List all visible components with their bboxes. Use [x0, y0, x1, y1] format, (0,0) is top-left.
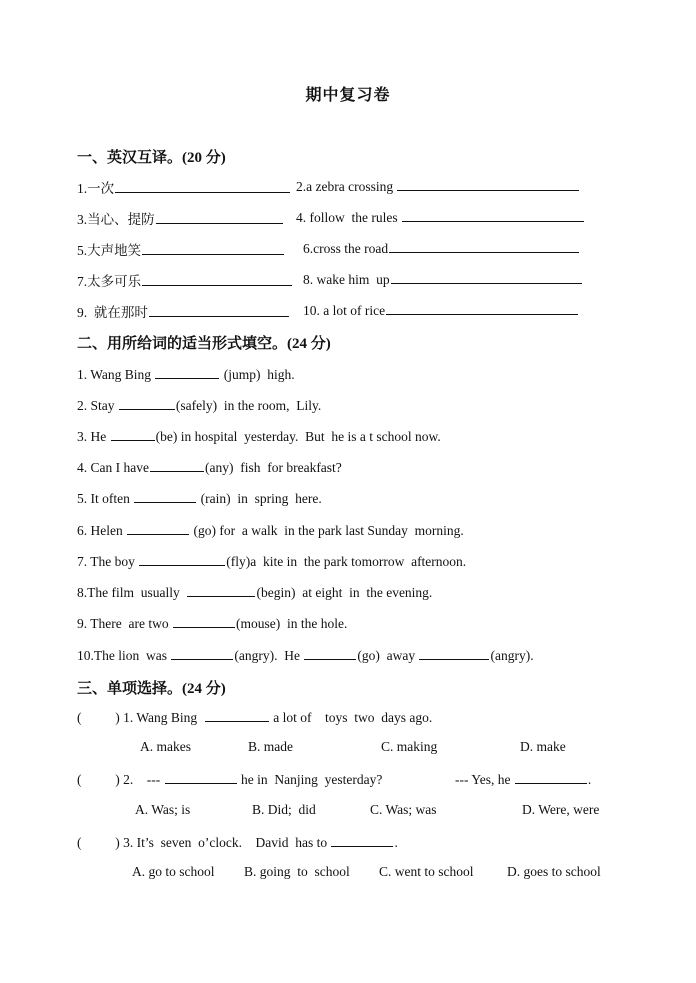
s3-question-2-reply: --- Yes, he . [455, 772, 592, 787]
answer-blank[interactable] [187, 583, 255, 597]
section-2-heading: 二、用所给词的适当形式填空。(24 分) [77, 336, 331, 352]
answer-blank[interactable] [150, 458, 204, 472]
s1-item-1b: 2.a zebra crossing [296, 177, 580, 195]
answer-blank[interactable] [391, 270, 582, 284]
s2-item-3: 3. He (be) in hospital yesterday. But he is a t school now. [77, 429, 441, 444]
answer-blank[interactable] [142, 272, 292, 286]
answer-blank[interactable] [304, 646, 356, 660]
q1-option-d[interactable]: D. make [520, 739, 566, 754]
s3-question-1: ( ) 1. Wang Bing a lot of toys two days ago. [77, 710, 433, 725]
s1-item-3b: 6.cross the road [303, 239, 580, 257]
answer-blank[interactable] [171, 646, 233, 660]
answer-blank[interactable] [111, 427, 155, 441]
q2-option-d[interactable]: D. Were, were [522, 802, 600, 817]
answer-blank[interactable] [155, 365, 219, 379]
answer-blank[interactable] [331, 833, 393, 847]
s1-item-3a: 5.大声地笑 [77, 239, 285, 259]
answer-blank[interactable] [173, 614, 235, 628]
q1-option-a[interactable]: A. makes [140, 739, 191, 754]
s2-item-6: 6. Helen (go) for a walk in the park last Sunday morning. [77, 523, 464, 538]
answer-blank[interactable] [115, 179, 290, 193]
answer-bracket[interactable]: ( ) [77, 835, 120, 850]
answer-blank[interactable] [205, 708, 269, 722]
q2-option-a[interactable]: A. Was; is [135, 802, 191, 817]
s1-item-5a: 9. 就在那时 [77, 301, 290, 321]
answer-blank[interactable] [156, 210, 283, 224]
section-3-heading: 三、单项选择。(24 分) [77, 681, 226, 697]
answer-blank[interactable] [397, 177, 579, 191]
q3-option-c[interactable]: C. went to school [379, 864, 474, 879]
answer-blank[interactable] [142, 241, 284, 255]
s2-item-7: 7. The boy (fly)a kite in the park tomorrow afternoon. [77, 554, 467, 569]
s3-question-3: ( ) 3. It’s seven o’clock. David has to . [77, 835, 398, 850]
q3-option-a[interactable]: A. go to school [132, 864, 215, 879]
q1-option-c[interactable]: C. making [381, 739, 438, 754]
s2-item-9: 9. There are two (mouse) in the hole. [77, 616, 348, 631]
s1-item-2a: 3.当心、提防 [77, 208, 284, 228]
q3-option-b[interactable]: B. going to school [244, 864, 350, 879]
s1-item-5b: 10. a lot of rice [303, 301, 579, 319]
answer-bracket[interactable]: ( ) [77, 772, 120, 787]
answer-blank[interactable] [515, 770, 587, 784]
s3-question-2: ( ) 2. --- he in Nanjing yesterday? [77, 772, 383, 787]
answer-blank[interactable] [389, 239, 579, 253]
answer-blank[interactable] [386, 301, 578, 315]
s1-item-4b: 8. wake him up [303, 270, 583, 288]
q1-option-b[interactable]: B. made [248, 739, 293, 754]
s2-item-1: 1. Wang Bing (jump) high. [77, 367, 295, 382]
q2-option-c[interactable]: C. Was; was [370, 802, 437, 817]
s2-item-2: 2. Stay (safely) in the room, Lily. [77, 398, 322, 413]
answer-blank[interactable] [139, 552, 225, 566]
s2-item-5: 5. It often (rain) in spring here. [77, 491, 322, 506]
answer-bracket[interactable]: ( ) [77, 710, 120, 725]
s1-item-4a: 7.太多可乐 [77, 270, 293, 290]
answer-blank[interactable] [119, 396, 175, 410]
answer-blank[interactable] [134, 489, 196, 503]
q3-option-d[interactable]: D. goes to school [507, 864, 601, 879]
answer-blank[interactable] [149, 303, 289, 317]
section-1-heading: 一、英汉互译。(20 分) [77, 150, 226, 166]
s2-item-10: 10.The lion was (angry). He (go) away (angry). [77, 648, 534, 663]
answer-blank[interactable] [402, 208, 584, 222]
s1-item-1a: 1.一次 [77, 177, 291, 197]
answer-blank[interactable] [419, 646, 489, 660]
page-title: 期中复习卷 [305, 87, 391, 104]
s2-item-4: 4. Can I have (any) fish for breakfast? [77, 460, 342, 475]
s1-item-2b: 4. follow the rules [296, 208, 585, 226]
s2-item-8: 8.The film usually (begin) at eight in the evening. [77, 585, 433, 600]
answer-blank[interactable] [127, 521, 189, 535]
q2-option-b[interactable]: B. Did; did [252, 802, 316, 817]
answer-blank[interactable] [165, 770, 237, 784]
